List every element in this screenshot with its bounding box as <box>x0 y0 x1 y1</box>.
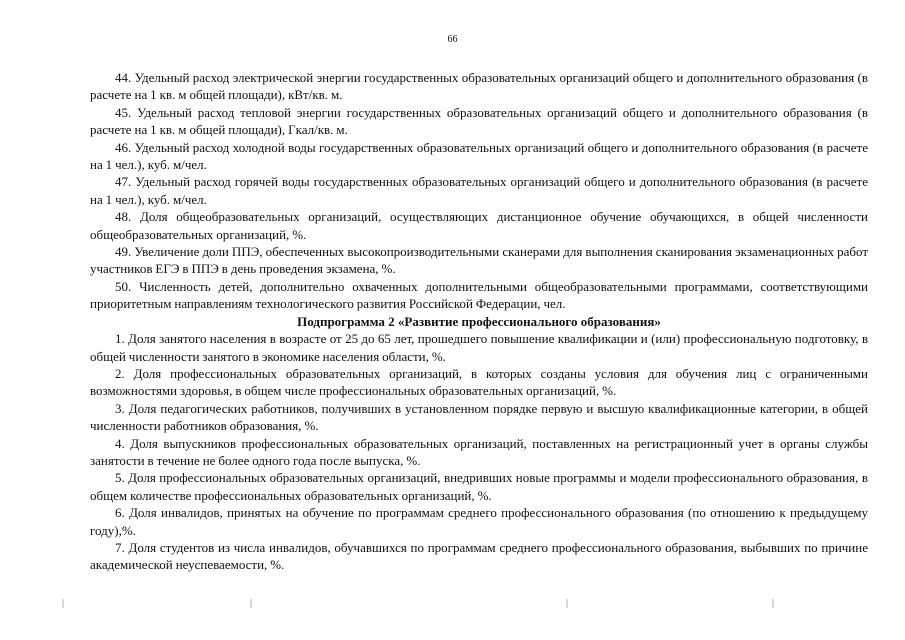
list-item-47: 47. Удельный расход горячей воды государственных образовательных организаций общего и дополнительного образования (в расчете на 1 чел.), куб. м/чел. <box>90 174 868 207</box>
list-item-1: 1. Доля занятого населения в возрасте от 25 до 65 лет, прошедшего повышение квалификации и (или) профессиональную подготовку, в общей численности занятого в экономике населения области, %. <box>90 331 868 364</box>
list-item-48: 48. Доля общеобразовательных организаций, осуществляющих дистанционное обучение обучающихся, в общей численности общеобразовательных организаций, %. <box>90 209 868 242</box>
list-item-7: 7. Доля студентов из числа инвалидов, обучавшихся по программам среднего профессионального образования, выбывших по причине академической неуспеваемости, %. <box>90 539 868 573</box>
scan-artifact <box>772 599 774 608</box>
list-item-2: 2. Доля профессиональных образовательных организаций, в которых созданы условия для обучения лиц с ограниченными возможностями здоровья, в общем числе профессиональных образовательных организаций, %. <box>90 365 868 399</box>
subprogram-heading: Подпрограмма 2 «Развитие профессионального образования» <box>297 313 661 329</box>
list-item-49: 49. Увеличение доли ППЭ, обеспеченных высокопроизводительными сканерами для выполнения сканирования экзаменационных работ участников ЕГЭ в ППЭ в день проведения экзамена, %. <box>90 244 868 277</box>
scan-artifact <box>566 599 568 608</box>
list-item-5: 5. Доля профессиональных образовательных организаций, внедривших новые программы и модели профессионального образования, в общем количестве профессиональных образовательных организаций, %. <box>90 470 868 503</box>
list-item-46: 46. Удельный расход холодной воды государственных образовательных организаций общего и дополнительного образования (в расчете на 1 чел.), куб. м/чел. <box>90 139 868 173</box>
list-item-44: 44. Удельный расход электрической энергии государственных образовательных организаций общего и дополнительного образования (в расчете на 1 кв. м общей площади), кВт/кв. м. <box>90 70 868 103</box>
page-number: 66 <box>447 34 458 45</box>
scan-artifact <box>62 599 64 608</box>
list-item-45: 45. Удельный расход тепловой энергии государственных образовательных организаций общего и дополнительного образования (в расчете на 1 кв. м общей площади), Гкал/кв. м. <box>90 104 868 138</box>
list-item-6: 6. Доля инвалидов, принятых на обучение по программам среднего профессионального образования (по отношению к предыдущему году),%. <box>90 505 868 538</box>
list-item-3: 3. Доля педагогических работников, получивших в установленном порядке первую и высшую квалификационные категории, в общей численности работников образования, %. <box>90 400 868 434</box>
scan-artifact <box>250 599 252 608</box>
list-item-4: 4. Доля выпускников профессиональных образовательных организаций, поставленных на регистрационный учет в органы службы занятости в течение не более одного года после выпуска, %. <box>90 435 868 468</box>
list-item-50: 50. Численность детей, дополнительно охваченных дополнительными общеобразовательными программами, соответствующими приоритетным направлениям технологического развития Российской Федерации, чел. <box>90 278 868 312</box>
document-body <box>90 69 868 574</box>
